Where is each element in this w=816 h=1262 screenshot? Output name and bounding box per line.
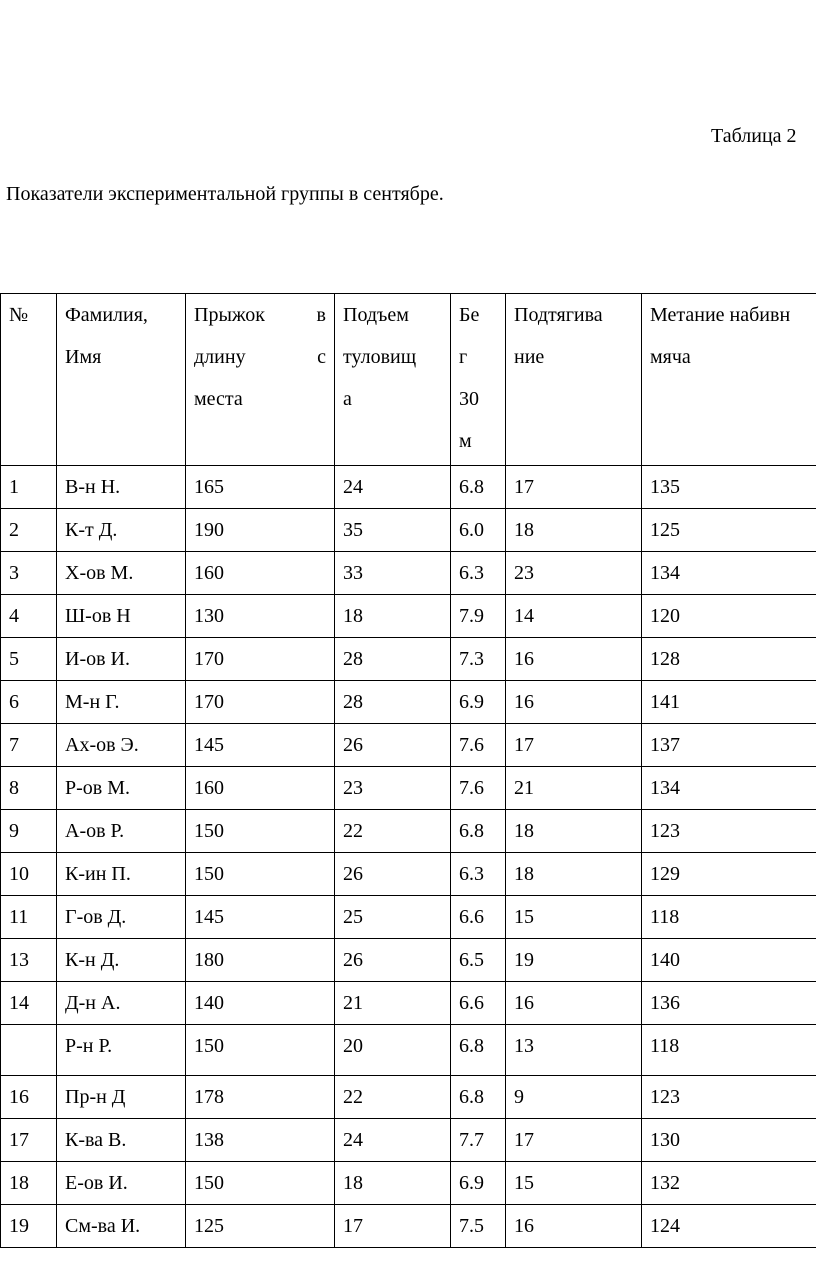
table-cell: 6.9 <box>451 1162 506 1205</box>
table-row <box>1 552 816 595</box>
table-cell: 10 <box>1 853 57 896</box>
table-cell: 24 <box>335 1119 451 1162</box>
table-cell: 138 <box>186 1119 335 1162</box>
header-line: а <box>343 388 352 410</box>
header-cell <box>642 294 816 466</box>
table-cell: 17 <box>506 1119 642 1162</box>
table-cell: 16 <box>1 1076 57 1119</box>
table-cell: 18 <box>506 853 642 896</box>
table-row <box>1 509 816 552</box>
table-cell <box>1 1025 57 1076</box>
table-row <box>1 1025 816 1076</box>
table-cell: 17 <box>506 724 642 767</box>
table-cell: 16 <box>506 681 642 724</box>
table-cell: 190 <box>186 509 335 552</box>
header-cell <box>57 294 186 466</box>
table-cell: 18 <box>335 595 451 638</box>
table-cell: 7.5 <box>451 1205 506 1248</box>
table-cell: 14 <box>1 982 57 1025</box>
table-cell: 125 <box>186 1205 335 1248</box>
table-cell: 128 <box>642 638 816 681</box>
table-cell: 123 <box>642 1076 816 1119</box>
table-row <box>1 810 816 853</box>
table-row <box>1 853 816 896</box>
table-cell: 4 <box>1 595 57 638</box>
table-cell: 136 <box>642 982 816 1025</box>
table-cell: 7.6 <box>451 724 506 767</box>
table-cell: 15 <box>506 896 642 939</box>
table-cell: И-ов И. <box>57 638 186 681</box>
table-cell: Ш-ов Н <box>57 595 186 638</box>
table-row <box>1 681 816 724</box>
table-cell: 6.9 <box>451 681 506 724</box>
table-cell: 170 <box>186 638 335 681</box>
table-cell: 2 <box>1 509 57 552</box>
table-cell: Г-ов Д. <box>57 896 186 939</box>
table-cell: 141 <box>642 681 816 724</box>
header-line: Фамилия, <box>65 304 148 326</box>
header-row <box>1 294 816 466</box>
table-row <box>1 724 816 767</box>
header-line: мяча <box>650 346 691 368</box>
table-cell: 6.8 <box>451 810 506 853</box>
table-cell: 160 <box>186 552 335 595</box>
table-cell: 180 <box>186 939 335 982</box>
table-cell: См-ва И. <box>57 1205 186 1248</box>
table-cell: 7 <box>1 724 57 767</box>
table-cell: 6.6 <box>451 896 506 939</box>
table-cell: 178 <box>186 1076 335 1119</box>
header-line: г <box>459 346 468 368</box>
table-cell: 26 <box>335 853 451 896</box>
table-cell: 125 <box>642 509 816 552</box>
table-cell: 8 <box>1 767 57 810</box>
table-row <box>1 1205 816 1248</box>
table-cell: Ах-ов Э. <box>57 724 186 767</box>
table-cell: 23 <box>506 552 642 595</box>
table-cell: 150 <box>186 853 335 896</box>
table-cell: 130 <box>186 595 335 638</box>
table-cell: 7.3 <box>451 638 506 681</box>
table-cell: 123 <box>642 810 816 853</box>
table-cell: 1 <box>1 466 57 509</box>
table-cell: 23 <box>335 767 451 810</box>
table-cell: К-н Д. <box>57 939 186 982</box>
table-cell: 17 <box>335 1205 451 1248</box>
header-line: Метание набивн <box>650 304 791 326</box>
table-cell: 22 <box>335 810 451 853</box>
table-cell: 24 <box>335 466 451 509</box>
table-cell: 135 <box>642 466 816 509</box>
header-line: 30 <box>459 388 479 410</box>
table-cell: 160 <box>186 767 335 810</box>
table-cell: 13 <box>1 939 57 982</box>
table-cell: В-н Н. <box>57 466 186 509</box>
header-line: м <box>459 430 472 452</box>
header-line: № <box>9 304 29 326</box>
table-row <box>1 595 816 638</box>
table-cell: 7.7 <box>451 1119 506 1162</box>
table-cell: 6.6 <box>451 982 506 1025</box>
table-cell: Р-ов М. <box>57 767 186 810</box>
table-cell: 120 <box>642 595 816 638</box>
table-cell: К-ва В. <box>57 1119 186 1162</box>
header-cell <box>186 294 335 466</box>
table-cell: 15 <box>506 1162 642 1205</box>
header-cell <box>1 294 57 466</box>
table-cell: 7.9 <box>451 595 506 638</box>
table-cell: 6.0 <box>451 509 506 552</box>
table-cell: 26 <box>335 724 451 767</box>
table-cell: 20 <box>335 1025 451 1076</box>
table-cell: 17 <box>1 1119 57 1162</box>
header-line: ние <box>514 346 545 368</box>
header-cell <box>335 294 451 466</box>
header-line: длину с <box>194 346 326 368</box>
table-cell: 6.5 <box>451 939 506 982</box>
table-cell: 35 <box>335 509 451 552</box>
table-cell: 6.3 <box>451 552 506 595</box>
table-cell: 22 <box>335 1076 451 1119</box>
header-line: туловищ <box>343 346 417 368</box>
table-row <box>1 982 816 1025</box>
table-cell: 11 <box>1 896 57 939</box>
table-cell: 130 <box>642 1119 816 1162</box>
table-cell: 16 <box>506 1205 642 1248</box>
table-cell: К-т Д. <box>57 509 186 552</box>
table-cell: 6.8 <box>451 1025 506 1076</box>
table-row <box>1 1162 816 1205</box>
table-cell: 134 <box>642 552 816 595</box>
table-cell: А-ов Р. <box>57 810 186 853</box>
table-cell: 17 <box>506 466 642 509</box>
table-caption: Таблица 2 <box>711 125 797 147</box>
table-row <box>1 939 816 982</box>
table-cell: 18 <box>506 509 642 552</box>
results-table <box>0 293 816 1248</box>
table-cell: 6 <box>1 681 57 724</box>
table-cell: 18 <box>1 1162 57 1205</box>
table-cell: Х-ов М. <box>57 552 186 595</box>
table-cell: М-н Г. <box>57 681 186 724</box>
table-cell: 150 <box>186 1162 335 1205</box>
table-cell: 140 <box>186 982 335 1025</box>
table-cell: 150 <box>186 810 335 853</box>
table-cell: 16 <box>506 982 642 1025</box>
table-cell: 9 <box>506 1076 642 1119</box>
table-cell: 124 <box>642 1205 816 1248</box>
table-cell: 170 <box>186 681 335 724</box>
table-cell: Р-н Р. <box>57 1025 186 1076</box>
table-cell: 118 <box>642 896 816 939</box>
table-cell: 14 <box>506 595 642 638</box>
table-heading: Показатели экспериментальной группы в сентябре. <box>6 183 444 205</box>
table-cell: 21 <box>335 982 451 1025</box>
table-cell: 33 <box>335 552 451 595</box>
header-line: места <box>194 388 243 410</box>
table-cell: 7.6 <box>451 767 506 810</box>
header-line: Прыжок в <box>194 304 326 326</box>
table-cell: 140 <box>642 939 816 982</box>
table-row <box>1 638 816 681</box>
table-cell: К-ин П. <box>57 853 186 896</box>
table-cell: 18 <box>506 810 642 853</box>
table-cell: 145 <box>186 724 335 767</box>
table-cell: 18 <box>335 1162 451 1205</box>
table-cell: 13 <box>506 1025 642 1076</box>
table-cell: 21 <box>506 767 642 810</box>
table-cell: 137 <box>642 724 816 767</box>
table-cell: Пр-н Д <box>57 1076 186 1119</box>
header-line: Подъем <box>343 304 409 326</box>
table-row <box>1 1076 816 1119</box>
table-cell: 16 <box>506 638 642 681</box>
table-cell: 26 <box>335 939 451 982</box>
table-cell: 25 <box>335 896 451 939</box>
table-cell: 19 <box>1 1205 57 1248</box>
table-cell: 6.8 <box>451 466 506 509</box>
table-cell: 150 <box>186 1025 335 1076</box>
header-cell <box>506 294 642 466</box>
header-line: Подтягива <box>514 304 603 326</box>
table-cell: 145 <box>186 896 335 939</box>
table-cell: 129 <box>642 853 816 896</box>
table-cell: 3 <box>1 552 57 595</box>
table-cell: 6.8 <box>451 1076 506 1119</box>
table-cell: 118 <box>642 1025 816 1076</box>
table-row <box>1 466 816 509</box>
header-line: Имя <box>65 346 102 368</box>
table-cell: 132 <box>642 1162 816 1205</box>
table-cell: 28 <box>335 638 451 681</box>
table-cell: 9 <box>1 810 57 853</box>
table-row <box>1 1119 816 1162</box>
table-cell: Е-ов И. <box>57 1162 186 1205</box>
table-cell: 6.3 <box>451 853 506 896</box>
table-cell: 5 <box>1 638 57 681</box>
table-cell: 28 <box>335 681 451 724</box>
header-line: Бе <box>459 304 480 326</box>
table-cell: 165 <box>186 466 335 509</box>
table-cell: Д-н А. <box>57 982 186 1025</box>
table-cell: 19 <box>506 939 642 982</box>
table-row <box>1 767 816 810</box>
table-row <box>1 896 816 939</box>
header-cell <box>451 294 506 466</box>
table-cell: 134 <box>642 767 816 810</box>
